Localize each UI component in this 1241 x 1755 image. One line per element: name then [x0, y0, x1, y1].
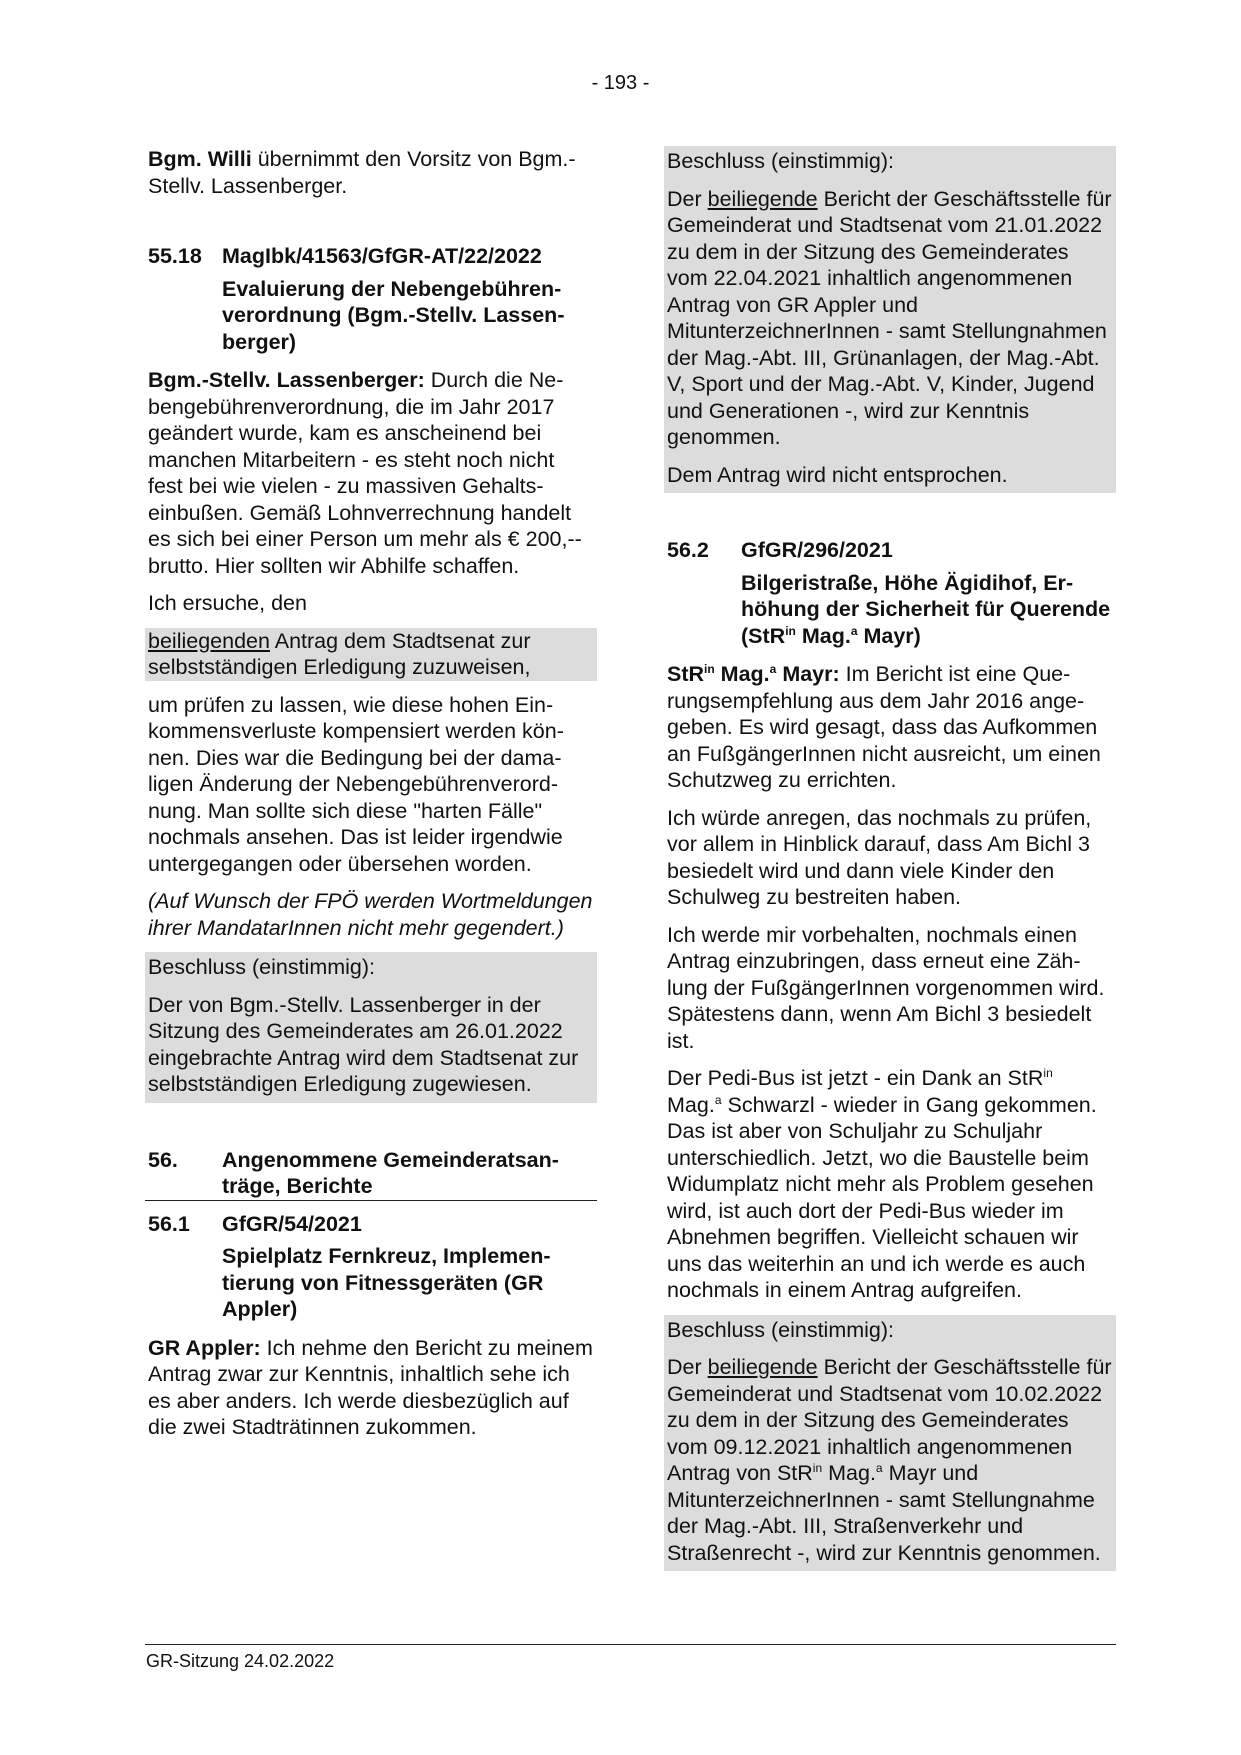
- left-column: [145, 146, 597, 1452]
- item-56-1-ref: GfGR/54/2021: [222, 1211, 362, 1236]
- item-55-18-request: [145, 628, 597, 681]
- item-55-18-number: 55.18: [148, 244, 202, 268]
- intro-text: übernimmt den Vorsitz von Bgm.-Stellv. Lassenberger.: [148, 147, 576, 198]
- decision-underlined: beiliegende: [707, 1355, 818, 1379]
- item-55-18-ref: MagIbk/41563/GfGR-AT/22/2022: [222, 244, 542, 268]
- item-56-2-decision-text: [664, 1348, 1116, 1571]
- decision-sup: in: [812, 1461, 823, 1475]
- right-column: [664, 146, 1116, 1582]
- section-56-heading: [145, 1147, 597, 1200]
- item-56-2-title-sup: a: [850, 623, 858, 638]
- item-56-2-ref: GfGR/296/2021: [741, 538, 893, 562]
- item-55-18-decision: [145, 952, 597, 1103]
- item-56-1-decision-label: Beschluss (einstimmig):: [667, 149, 894, 173]
- item-56-1-speaker: GR Appler:: [148, 1335, 261, 1360]
- item-56-2-speech-1: [664, 661, 1116, 794]
- decision-part: Der: [667, 1355, 708, 1379]
- decision-part: Mag.: [822, 1461, 876, 1485]
- item-56-1-number: 56.1: [148, 1211, 190, 1236]
- item-56-2-number: 56.2: [667, 538, 709, 562]
- item-56-1-decision-rest: Bericht der Geschäftsstelle für Gemeinderat und Stadtsenat vom 21.01.2022 zu dem in der Sitzung des Gemeinderates vom 22.04.2021 inhaltlich angenommenen Antrag von GR Appler und MitunterzeichnerInnen - samt Stellungnahmen der Mag.-Abt. III, Grünanlagen, der Mag.-Abt. V, Sport und der Mag.-Abt. V, Kinder, Jugend und Generationen -, wird zur Kenntnis genommen.: [667, 186, 1112, 449]
- speech-sup: a: [714, 1092, 722, 1107]
- item-56-2-speaker: [667, 662, 840, 686]
- speech-part: Der Pedi-Bus ist jetzt - ein Dank an StR: [667, 1066, 1044, 1090]
- page-number: - 193 -: [591, 72, 650, 94]
- item-55-18-decision-text: Der von Bgm.-Stellv. Lassenberger in der Sitzung des Gemeinderates am 26.01.2022 eingebrachte Antrag wird dem Stadtsenat zur selbstständigen Erledigung zugewiesen.: [148, 992, 579, 1096]
- item-56-1-decision-followup: Dem Antrag wird nicht entsprochen.: [667, 462, 1008, 487]
- section-56-number: 56.: [148, 1147, 178, 1172]
- item-55-18-decision-label: Beschluss (einstimmig):: [148, 955, 375, 979]
- speaker-part: Mag.: [714, 662, 770, 686]
- speaker-part: Mayr:: [776, 662, 840, 686]
- decision-part: Bericht der Geschäftsstelle für Gemeinderat und Stadtsenat vom 10.02.2022 zu dem in der Sitzung des Gemeinderates vom 09.12.2021 inhaltlich angenommenen Antrag von StR: [667, 1355, 1112, 1485]
- decision-sup: a: [875, 1461, 883, 1475]
- speaker-sup: a: [769, 662, 777, 676]
- item-56-2-speech-2: Ich würde anregen, das nochmals zu prüfen, vor allem in Hinblick darauf, dass Am Bichl 3 besiedelt wird und dann viele Kinder den Schulweg zu bestreiten haben.: [667, 805, 1092, 909]
- item-56-1-decision: [664, 146, 1116, 493]
- footer-divider: [145, 1644, 1116, 1645]
- item-56-2-decision-label: Beschluss (einstimmig):: [667, 1317, 894, 1342]
- speech-part: Schwarzl - wieder in Gang gekommen. Das ist aber von Schuljahr zu Schuljahr unterschiedlich. Jetzt, wo die Baustelle beim Widumplatz nicht mehr als Problem gesehen wird, ist auch dort der Pedi-Bus wieder im Abnehmen begriffen. Vielleicht schauen wir uns das weiterhin an und ich werde es auch nochmals in einem Antrag aufgreifen.: [667, 1092, 1097, 1302]
- item-56-1-decision-text: [664, 180, 1116, 456]
- item-55-18-speaker: Bgm.-Stellv. Lassenberger:: [148, 368, 425, 392]
- item-55-18-request-rest: Antrag dem Stadtsenat zur selbstständigen Erledigung zuzuweisen,: [148, 628, 531, 679]
- footer-text: GR-Sitzung 24.02.2022: [146, 1651, 335, 1671]
- item-56-2-decision: [664, 1315, 1116, 1572]
- section-56-title: Angenommene Gemeinderatsanträge, Berichte: [222, 1147, 559, 1198]
- item-56-2-title-part: Bilgeristraße, Höhe Ägidihof, Erhöhung der Sicherheit für Querende (StR: [741, 570, 1111, 648]
- item-56-1-speech-text: Ich nehme den Bericht zu meinem Antrag zwar zur Kenntnis, inhaltlich sehe ich es aber anders. Ich werde diesbezüglich auf die zwei Stadträtinnen zukommen.: [148, 1335, 593, 1439]
- speaker-sup: in: [704, 662, 715, 676]
- item-55-18-note: (Auf Wunsch der FPÖ werden Wortmeldungen ihrer MandatarInnen nicht mehr gegendert.): [148, 889, 593, 940]
- intro-paragraph: [145, 146, 597, 199]
- item-56-2-heading: [664, 537, 1116, 564]
- item-55-18-heading: [145, 243, 597, 270]
- section-56-heading-block: [145, 1147, 597, 1201]
- item-56-2-title-part: Mayr): [857, 623, 921, 648]
- speech-part: Mag.: [667, 1092, 715, 1117]
- item-55-18-request-underlined: beiliegenden: [148, 628, 270, 653]
- item-56-2-speech-3: Ich werde mir vorbehalten, nochmals einen Antrag einzubringen, dass erneut eine Zählung der FußgängerInnen vorgenommen wird. Spätestens dann, wenn Am Bichl 3 besiedelt ist.: [667, 922, 1105, 1053]
- intro-speaker: Bgm. Willi: [148, 147, 252, 171]
- item-56-1-decision-prefix: Der: [667, 186, 708, 211]
- item-55-18-title: Evaluierung der Nebengebührenverordnung (Bgm.-Stellv. Lassenberger): [222, 276, 565, 354]
- item-56-2-speech-4: [664, 1065, 1116, 1304]
- item-56-1-decision-underlined: beiliegende: [707, 186, 818, 211]
- item-56-1-speech: [145, 1335, 597, 1441]
- decision-part: Mayr und MitunterzeichnerInnen - samt Stellungnahme der Mag.-Abt. III, Straßenverkehr und Straßenrecht -, wird zur Kenntnis genommen.: [667, 1461, 1101, 1565]
- item-56-2-title-part: Mag.: [795, 623, 851, 648]
- speaker-part: StR: [667, 662, 705, 686]
- speech-sup: in: [1043, 1066, 1053, 1080]
- item-56-1-heading: [145, 1211, 597, 1238]
- item-56-1-title: Spielplatz Fernkreuz, Implementierung von Fitnessgeräten (GR Appler): [222, 1244, 551, 1321]
- item-55-18-continuation: um prüfen zu lassen, wie diese hohen Einkommensverluste kompensiert werden können. Dies war die Bedingung bei der damaligen Änderung der Nebengebührenverordnung. Man sollte sich diese "harten Fälle" nochmals ansehen. Das ist leider irgendwie untergegangen oder übersehen worden.: [148, 692, 564, 876]
- item-56-2-title-sup: in: [785, 623, 796, 638]
- item-55-18-request-intro: Ich ersuche, den: [148, 591, 307, 615]
- item-56-2-title: [741, 570, 1116, 650]
- item-55-18-speech-text: Durch die Nebengebührenverordnung, die im Jahr 2017 geändert wurde, kam es anscheinend bei manchen Mitarbeitern - es steht noch nicht fest bei wie vielen - zu massiven Gehaltseinbußen. Gemäß Lohnverrechnung handelt es sich bei einer Person um mehr als € 200,-- brutto. Hier sollten wir Abhilfe schaffen.: [148, 368, 582, 578]
- item-56-2-speech-1-text: Im Bericht ist eine Querungsempfehlung aus dem Jahr 2016 angegeben. Es wird gesagt, dass das Aufkommen an FußgängerInnen nicht ausreicht, um einen Schutzweg zu errichten.: [667, 662, 1101, 792]
- item-55-18-speech: [145, 367, 597, 579]
